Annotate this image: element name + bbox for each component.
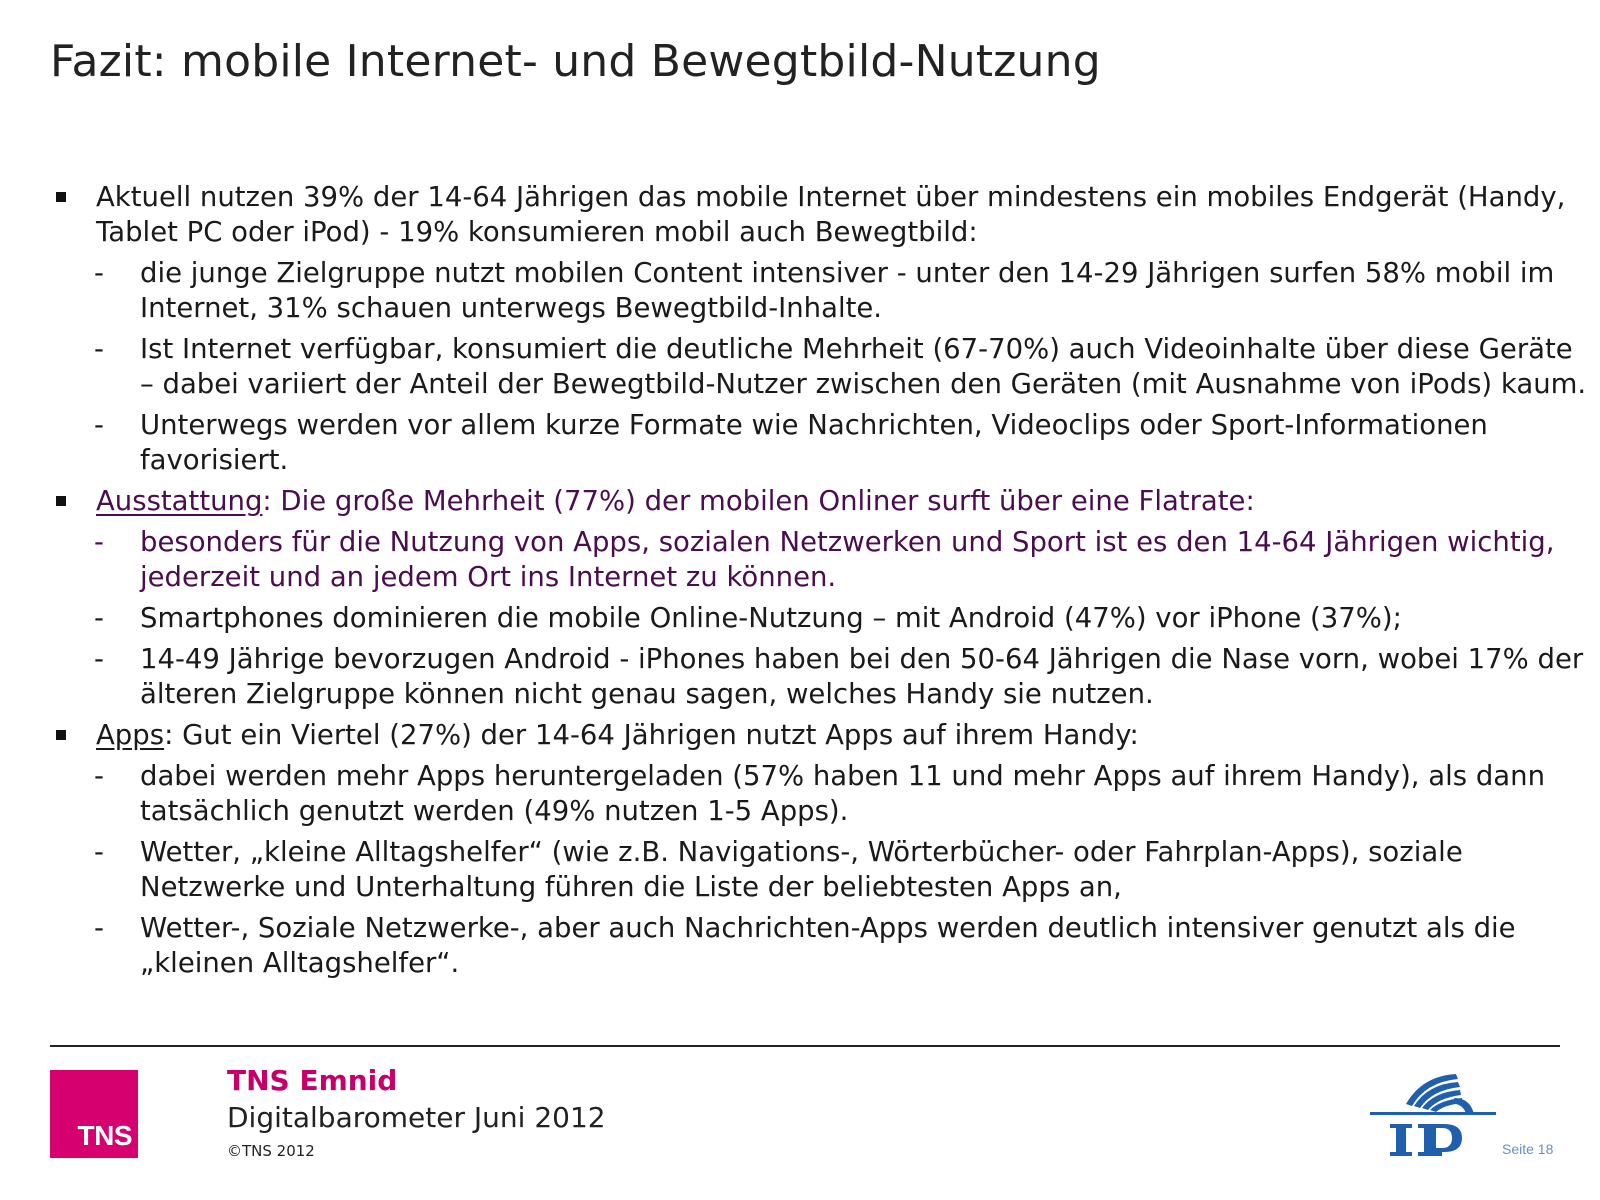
square-bullet-icon bbox=[56, 496, 66, 506]
footer-copyright: ©TNS 2012 bbox=[227, 1142, 315, 1160]
dash-marker: - bbox=[94, 602, 104, 634]
square-bullet-icon bbox=[56, 192, 66, 202]
sub-item bbox=[50, 835, 1590, 905]
bullet-label-apps: Apps bbox=[96, 719, 165, 751]
sub-item bbox=[50, 601, 1590, 636]
sub-item-text: Unterwegs werden vor allem kurze Formate wie Nachrichten, Videoclips oder Sport-Informationen favorisiert. bbox=[140, 409, 1488, 476]
ip-logo bbox=[1370, 1068, 1496, 1164]
bullet-text: : Gut ein Viertel (27%) der 14-64 Jährigen nutzt Apps auf ihrem Handy: bbox=[164, 719, 1139, 751]
dash-marker: - bbox=[94, 643, 104, 675]
sub-item-text: 14-49 Jährige bevorzugen Android - iPhones haben bei den 50-64 Jährigen die Nase vorn, wobei 17% der älteren Zielgruppe können nicht genau sagen, welches Handy sie nutzen. bbox=[140, 643, 1584, 710]
sub-item bbox=[50, 525, 1590, 595]
dash-marker: - bbox=[94, 836, 104, 868]
tns-logo bbox=[50, 1070, 138, 1158]
sub-item bbox=[50, 256, 1590, 326]
ip-logo-text: IP bbox=[1370, 1068, 1371, 1069]
sub-item bbox=[50, 408, 1590, 478]
dash-marker: - bbox=[94, 257, 104, 289]
square-bullet-icon bbox=[56, 730, 66, 740]
slide-content bbox=[50, 180, 1590, 987]
bullet-apps bbox=[50, 718, 1590, 753]
dash-marker: - bbox=[94, 333, 104, 365]
footer-report-title: Digitalbarometer Juni 2012 bbox=[227, 1101, 606, 1134]
bullet-ausstattung bbox=[50, 484, 1590, 519]
sub-item bbox=[50, 332, 1590, 402]
bullet-text: : Die große Mehrheit (77%) der mobilen Onliner surft über eine Flatrate: bbox=[262, 485, 1255, 517]
sub-item-text: Smartphones dominieren die mobile Online-Nutzung – mit Android (47%) vor iPhone (37%); bbox=[140, 602, 1402, 634]
slide-title: Fazit: mobile Internet- und Bewegtbild-Nutzung bbox=[50, 36, 1101, 87]
sub-item-text: Wetter-, Soziale Netzwerke-, aber auch Nachrichten-Apps werden deutlich intensiver genutzt als die „kleinen Alltagshelfer“. bbox=[140, 912, 1516, 979]
tns-logo-text: TNS bbox=[77, 1120, 132, 1151]
dash-marker: - bbox=[94, 912, 104, 944]
footer-company: TNS Emnid bbox=[227, 1064, 398, 1097]
sub-item bbox=[50, 642, 1590, 712]
dash-marker: - bbox=[94, 526, 104, 558]
sub-item-text: besonders für die Nutzung von Apps, sozialen Netzwerken und Sport ist es den 14-64 Jährigen wichtig, jederzeit und an jedem Ort ins Internet zu können. bbox=[140, 526, 1555, 593]
sub-item-text: Wetter, „kleine Alltagshelfer“ (wie z.B. Navigations-, Wörterbücher- oder Fahrplan-Apps), soziale Netzwerke und Unterhaltung führen die Liste der beliebtesten Apps an, bbox=[140, 836, 1463, 903]
dash-marker: - bbox=[94, 760, 104, 792]
bullet-mobile-usage bbox=[50, 180, 1590, 250]
footer-divider bbox=[50, 1045, 1560, 1047]
page-number: Seite 18 bbox=[1502, 1141, 1554, 1157]
dash-marker: - bbox=[94, 409, 104, 441]
sub-item-text: Ist Internet verfügbar, konsumiert die deutliche Mehrheit (67-70%) auch Videoinhalte über diese Geräte – dabei variiert der Anteil der Bewegtbild-Nutzer zwischen den Geräten (mit Ausnahme von iPods) kaum. bbox=[140, 333, 1587, 400]
bullet-text: Aktuell nutzen 39% der 14-64 Jährigen das mobile Internet über mindestens ein mobiles Endgerät (Handy, Tablet PC oder iPod) - 19% konsumieren mobil auch Bewegtbild: bbox=[96, 181, 1566, 248]
bullet-label-ausstattung: Ausstattung bbox=[96, 485, 263, 517]
sub-item bbox=[50, 911, 1590, 981]
sub-item-text: dabei werden mehr Apps heruntergeladen (57% haben 11 und mehr Apps auf ihrem Handy), als dann tatsächlich genutzt werden (49% nutzen 1-5 Apps). bbox=[140, 760, 1546, 827]
sub-item-text: die junge Zielgruppe nutzt mobilen Content intensiver - unter den 14-29 Jährigen surfen 58% mobil im Internet, 31% schauen unterwegs Bewegtbild-Inhalte. bbox=[140, 257, 1555, 324]
sub-item bbox=[50, 759, 1590, 829]
